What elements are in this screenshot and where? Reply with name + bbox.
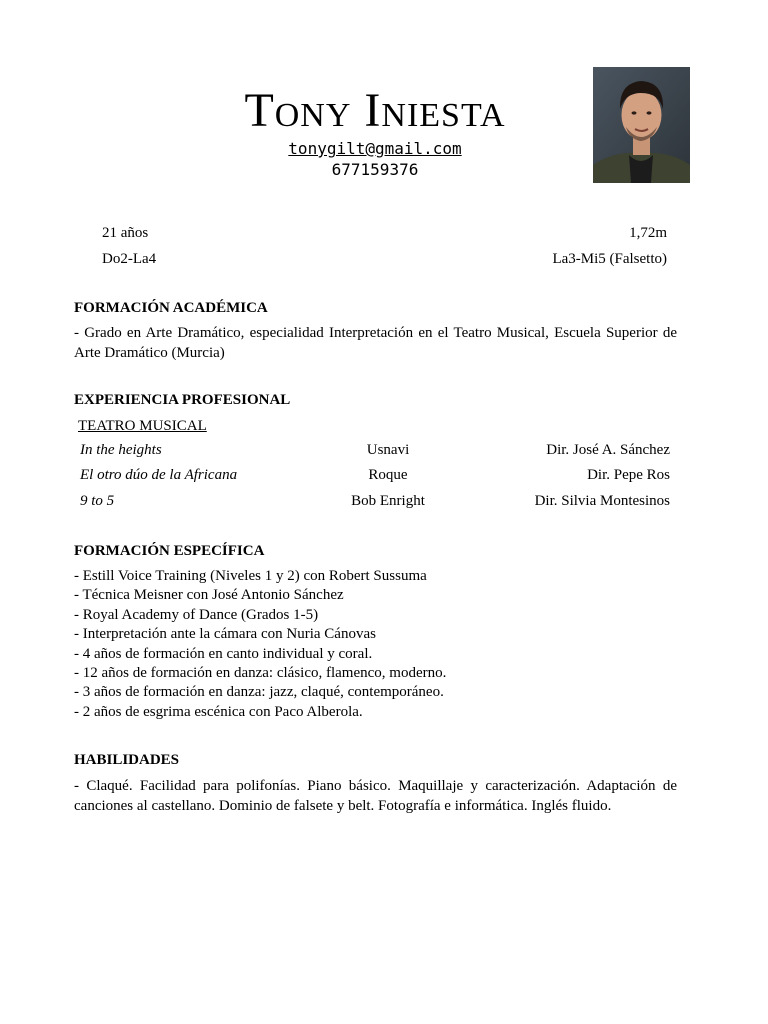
- list-item: - 4 años de formación en canto individual y coral.: [74, 645, 373, 662]
- headshot-photo: [593, 67, 690, 183]
- experience-row: [80, 442, 670, 462]
- subheading-teatro-musical: TEATRO MUSICAL: [78, 418, 207, 434]
- email-link[interactable]: tonygilt@gmail.com: [288, 139, 462, 158]
- habilidades-text: - Claqué. Facilidad para polifonías. Piano básico. Maquillaje y caracterización. Adaptación de canciones al castellano. Dominio de falsete y belt. Fotografía e informática. Inglés fluido.: [74, 778, 677, 814]
- production-title: El otro dúo de la Africana: [80, 467, 238, 483]
- age: 21 años: [102, 225, 149, 241]
- list-item: - Estill Voice Training (Niveles 1 y 2) con Robert Sussuma: [74, 568, 427, 584]
- experience-row: [80, 493, 670, 513]
- list-item: - Interpretación ante la cámara con Nuria Cánovas: [74, 626, 376, 643]
- formacion-especifica-list: [74, 567, 446, 722]
- role-name: Usnavi: [366, 442, 410, 458]
- role-name: Bob Enright: [351, 493, 425, 509]
- falsetto-range: La3-Mi5 (Falsetto): [552, 251, 667, 267]
- list-item: - 12 años de formación en danza: clásico, flamenco, moderno.: [74, 665, 447, 682]
- vocal-range: Do2-La4: [102, 251, 157, 267]
- experience-row: [80, 467, 670, 487]
- list-item: - 2 años de esgrima escénica con Paco Alberola.: [74, 703, 363, 720]
- production-title: In the heights: [80, 442, 162, 458]
- phone-number: 677159376: [331, 160, 419, 179]
- list-item: - 3 años de formación en danza: jazz, claqué, contemporáneo.: [74, 684, 444, 701]
- production-title: 9 to 5: [80, 493, 115, 509]
- director-name: Dir. Pepe Ros: [587, 467, 670, 483]
- director-name: Dir. Silvia Montesinos: [534, 493, 670, 509]
- section-heading-formacion-especifica: FORMACIÓN ESPECÍFICA: [74, 543, 265, 559]
- section-heading-formacion-academica: FORMACIÓN ACADÉMICA: [74, 300, 268, 316]
- list-item: - Royal Academy of Dance (Grados 1-5): [74, 606, 319, 623]
- list-item: - Técnica Meisner con José Antonio Sánchez: [74, 587, 344, 604]
- role-name: Roque: [368, 467, 408, 483]
- candidate-name: Tony Iniesta: [244, 84, 506, 137]
- section-heading-experiencia: EXPERIENCIA PROFESIONAL: [74, 392, 291, 408]
- section-heading-habilidades: HABILIDADES: [74, 752, 180, 768]
- formacion-academica-text: - Grado en Arte Dramático, especialidad Interpretación en el Teatro Musical, Escuela Superior de Arte Dramático (Murcia): [74, 325, 677, 361]
- height: 1,72m: [629, 225, 667, 241]
- director-name: Dir. José A. Sánchez: [546, 442, 670, 458]
